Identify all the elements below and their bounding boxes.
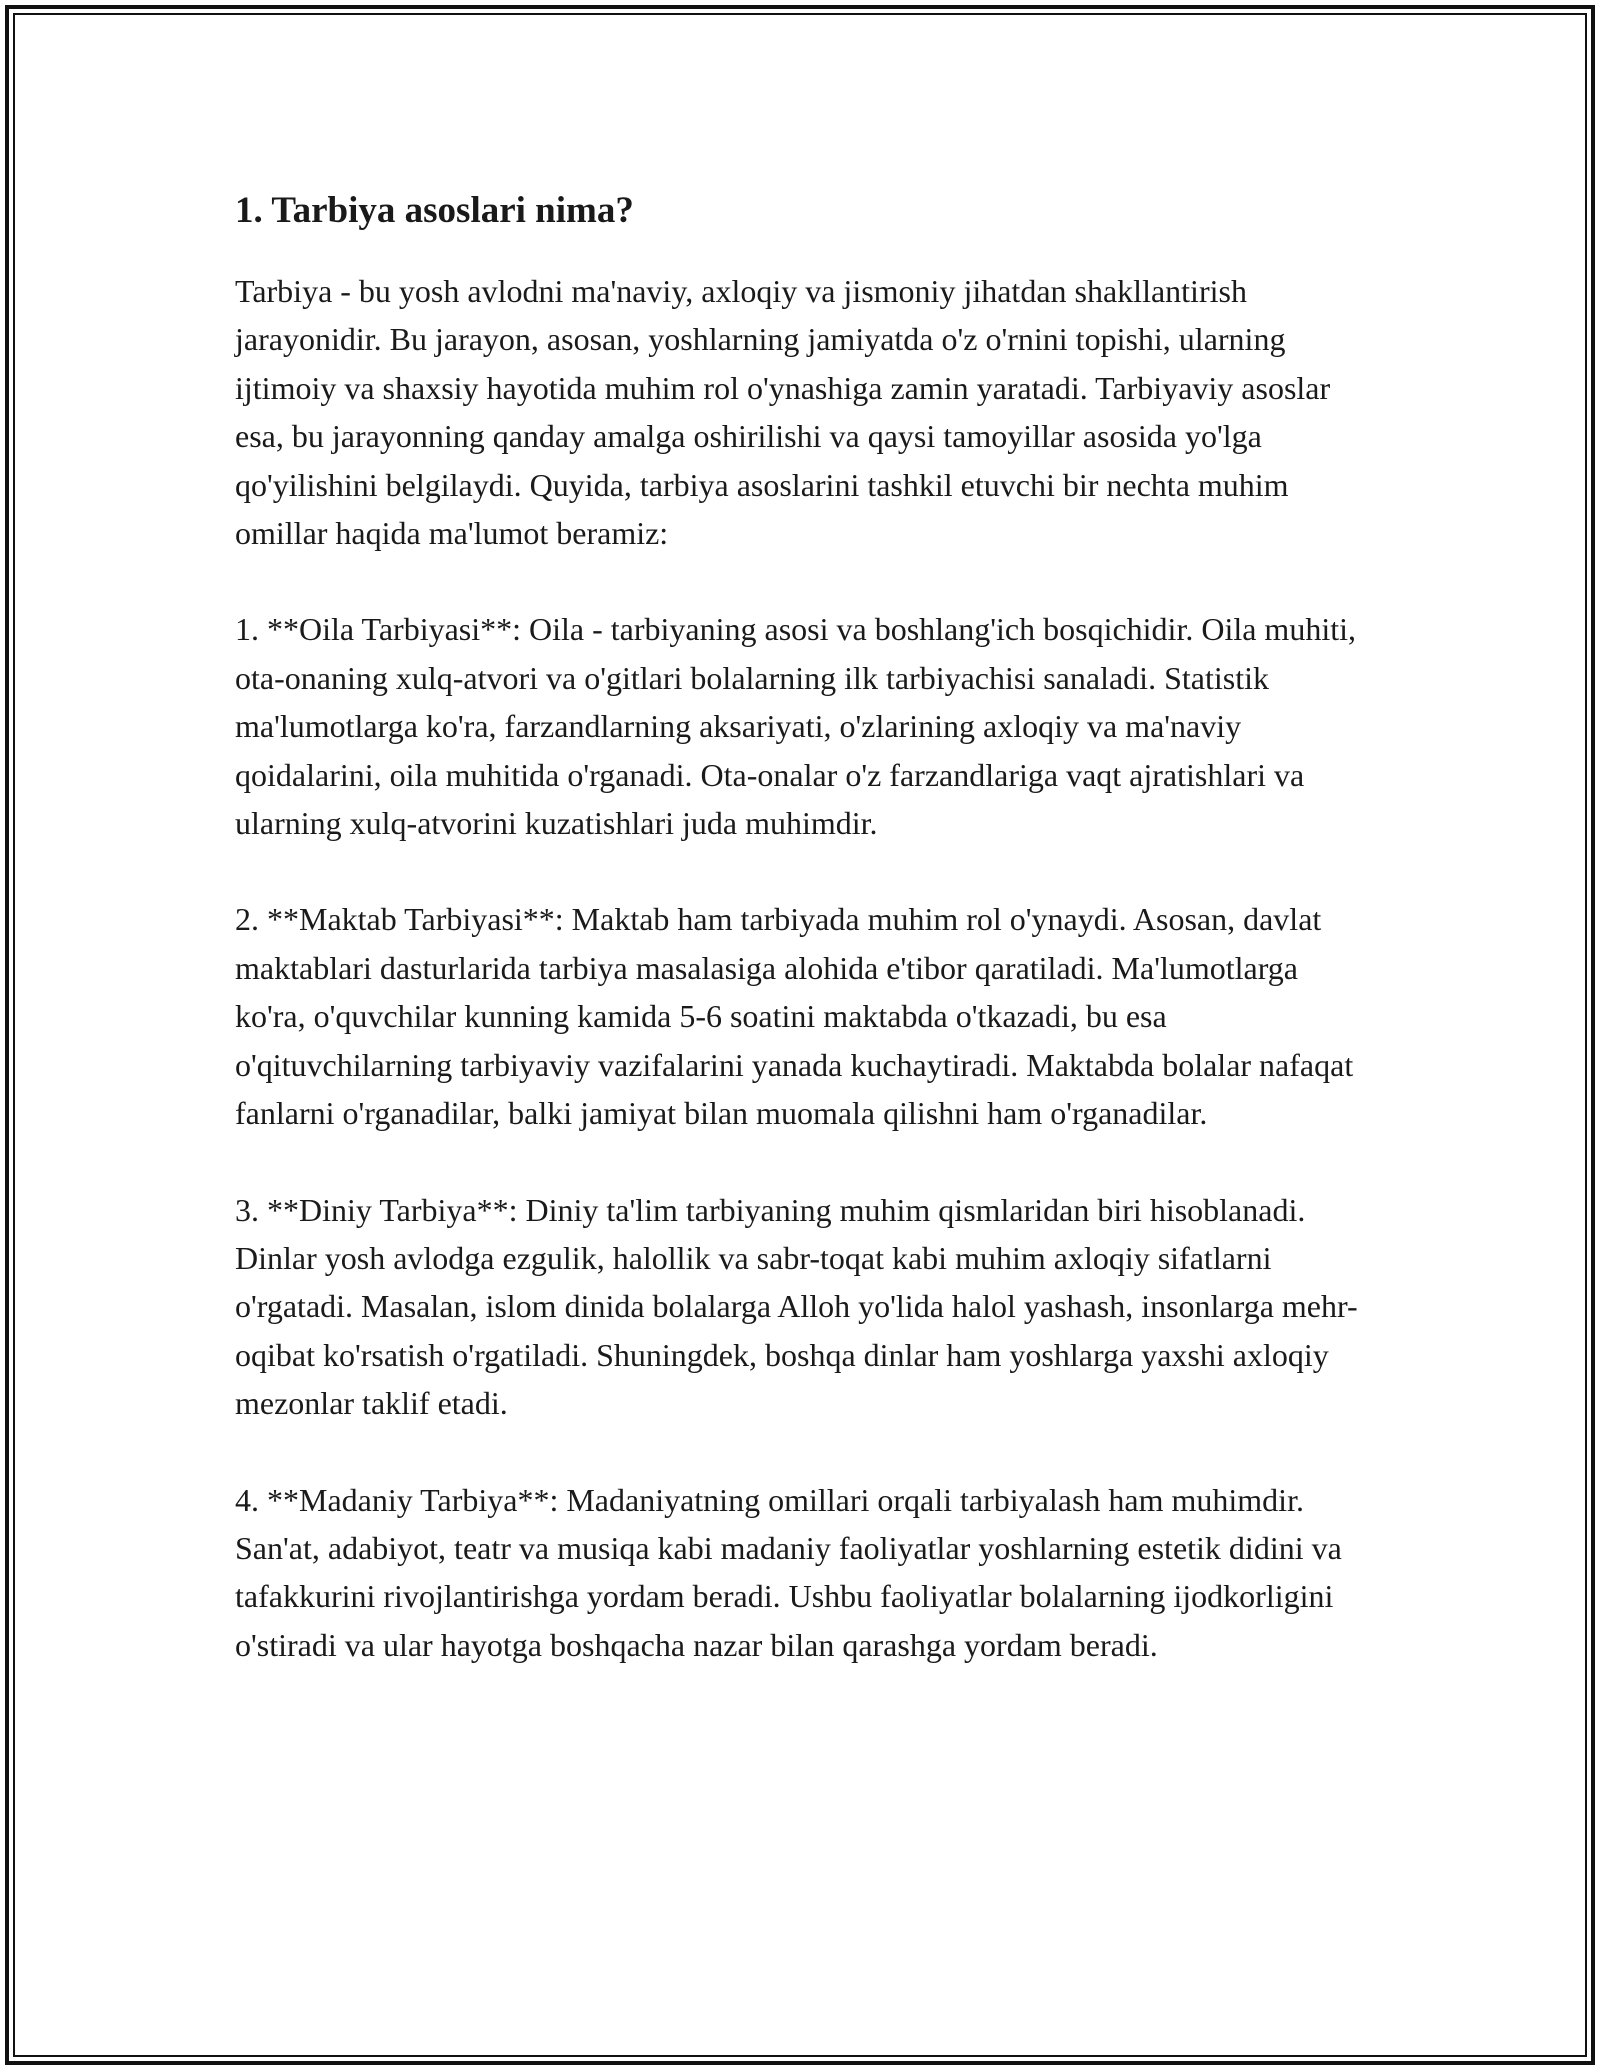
- document-title: 1. Tarbiya asoslari nima?: [235, 190, 634, 231]
- paragraph-intro: Tarbiya - bu yosh avlodni ma'naviy, axloqiy va jismoniy jihatdan shakllantirish jarayonidir. Bu jarayon, asosan, yoshlarning jamiyatda o'z o'rnini topishi, ularning ijtimoiy va shaxsiy hayotida muhim rol o'ynashiga zamin yaratadi. Tarbiyaviy asoslar esa, bu jarayonning qanday amalga oshirilishi va qaysi tamoyillar asosida yo'lga qo'yilishini belgilaydi. Quyida, tarbiya asoslarini tashkil etuvchi bir nechta muhim omillar haqida ma'lumot beramiz:: [235, 273, 1331, 552]
- paragraph-oila-tarbiyasi: 1. **Oila Tarbiyasi**: Oila - tarbiyaning asosi va boshlang'ich bosqichidir. Oila muhiti, ota-onaning xulq-atvori va o'gitlari bolalarning ilk tarbiyachisi sanaladi. Statistik ma'lumotlarga ko'ra, farzandlarning aksariyati, o'zlarining axloqiy va ma'naviy qoidalarini, oila muhitida o'rganadi. Ota-onalar o'z farzandlariga vaqt ajratishlari va ularning xulq-atvorini kuzatishlari juda muhimdir.: [235, 611, 1356, 842]
- paragraph-diniy-tarbiya: 3. **Diniy Tarbiya**: Diniy ta'lim tarbiyaning muhim qismlaridan biri hisoblanadi. Dinlar yosh avlodga ezgulik, halollik va sabr-toqat kabi muhim axloqiy sifatlarni o'rgatadi. Masalan, islom dinida bolalarga Alloh yo'lida halol yashash, insonlarga mehr-oqibat ko'rsatish o'rgatiladi. Shuningdek, boshqa dinlar ham yoshlarga yaxshi axloqiy mezonlar taklif etadi.: [235, 1191, 1358, 1422]
- document-body: [235, 185, 1375, 1717]
- paragraph-madaniy-tarbiya: 4. **Madaniy Tarbiya**: Madaniyatning omillari orqali tarbiyalash ham muhimdir. San'at, adabiyot, teatr va musiqa kabi madaniy faoliyatlar yoshlarning estetik didini va tafakkurini rivojlantirishga yordam beradi. Ushbu faoliyatlar bolalarning ijodkorligini o'stiradi va ular hayotga boshqacha nazar bilan qarashga yordam beradi.: [235, 1481, 1342, 1663]
- paragraph-maktab-tarbiyasi: 2. **Maktab Tarbiyasi**: Maktab ham tarbiyada muhim rol o'ynaydi. Asosan, davlat maktablari dasturlarida tarbiya masalasiga alohida e'tibor qaratiladi. Ma'lumotlarga ko'ra, o'quvchilar kunning kamida 5-6 soatini maktabda o'tkazadi, bu esa o'qituvchilarning tarbiyaviy vazifalarini yanada kuchaytiradi. Maktabda bolalar nafaqat fanlarni o'rganadilar, balki jamiyat bilan muomala qilishni ham o'rganadilar.: [235, 901, 1354, 1132]
